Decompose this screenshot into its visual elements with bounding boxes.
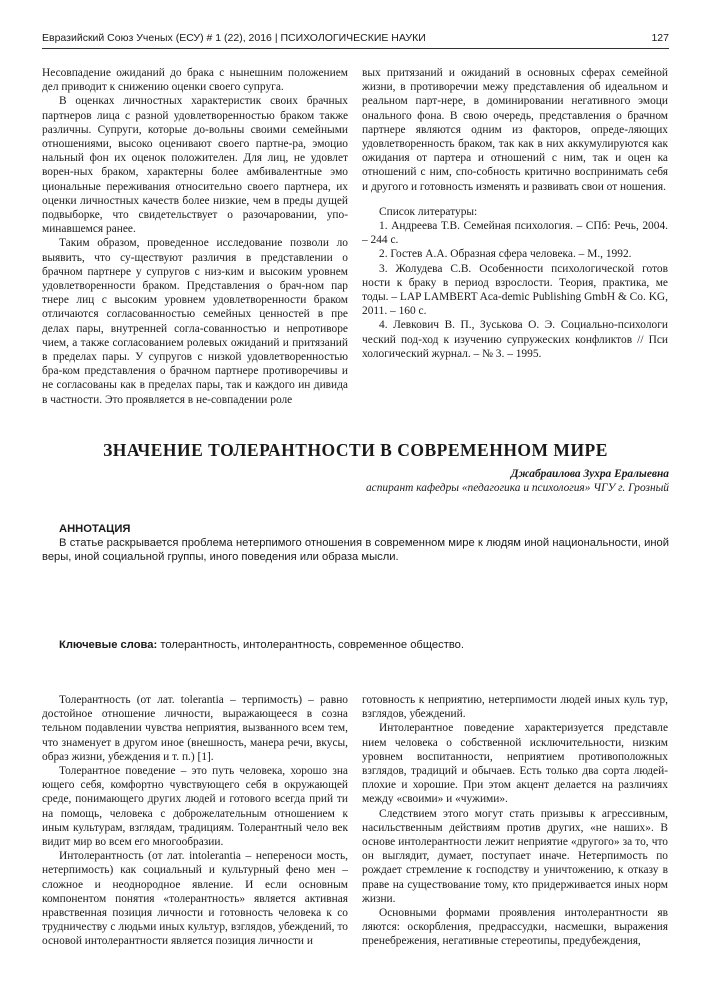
reference-item: 1. Андреева Т.В. Семейная психология. – СПб: Речь, 2004. – 244 с. [362, 220, 668, 247]
keywords-line [42, 638, 669, 652]
paragraph: Толерантное поведение – это путь человека, хорошо зна ющего себя, комфортно чувствующего себя в окружающей среде, понимающего других людей и готового всегда прий ти на помощь, человека с доброжелательным отношением к иным культурам, взглядам, традициям. Толерантный чело век видит мир во всем его многообразии. [42, 765, 348, 849]
journal-header: Евразийский Союз Ученых (ЕСУ) # 1 (22), 2016 | ПСИХОЛОГИЧЕСКИЕ НАУКИ [42, 32, 426, 44]
annotation-block [42, 522, 669, 565]
article-right-column [362, 693, 668, 949]
article-left-column [42, 693, 348, 949]
keywords-label: Ключевые слова: [59, 639, 158, 651]
page-number: 127 [651, 32, 669, 44]
reference-item: 4. Левкович В. П., Зуськова О. Э. Социально-психологи ческий под-ход к изучению супружеских конфликтов // Пси хологический журнал. – № 3. – 1995. [362, 319, 668, 360]
author-name: Джабраилова Зухра Ералыевна [510, 468, 669, 480]
prev-article-left-column [42, 66, 348, 407]
paragraph: В оценках личностных характеристик своих брачных партнеров лица с разной удовлетворенностью браком также различны. Супруги, которые до-вольны своими семейными отношениями, высоко оценивают своего партне-ра, эмоцио нальный фон их оценок положителен. Для лиц, не удовлет ворен-ных браком, характерны более амбивалентные эмо циональные переживания относительно своего партнера, их оценки личностных качеств более низкие, чем в преды дущей подвыборке, что свидетельствует о разочаровании, упо-минавшемся ранее. [42, 95, 348, 236]
reference-item: 2. Гостев А.А. Образная сфера человека. – М., 1992. [379, 248, 632, 261]
references-title: Список литературы: [379, 205, 478, 218]
paragraph: готовность к неприятию, нетерпимости людей иных куль тур, взглядов, убеждений. [362, 694, 668, 721]
paragraph: Несовпадение ожиданий до брака с нынешним положением дел приводит к снижению оценки своего супруга. [42, 67, 348, 94]
author-affiliation: аспирант кафедры «педагогика и психология» ЧГУ г. Грозный [365, 482, 669, 494]
annotation-text: В статье раскрывается проблема нетерпимого отношения в современном мире к людям иной национальности, иной веры, иной социальной группы, иного поведения или образа мысли. [42, 537, 669, 564]
author-block [366, 467, 669, 495]
reference-item: 3. Жолудева С.В. Особенности психологической готов ности к браку в период взрослости. Теория, практика, ме тоды. – LAP LAMBERT Aca-demic Publishing GmbH & Co. KG, 2011. – 160 с. [362, 262, 668, 318]
paragraph: Интолерантное поведение характеризуется представле нием человека о собственной исключительности, низким уровнем воспитанности, неприятием противоположных взглядов, традиций и обычаев. Есть только два сорта людей-плохие и хорошие. При этом акцент делается на различиях между «своими» и «чужими». [362, 722, 668, 806]
keywords-text: толерантность, интолерантность, современное общество. [160, 639, 464, 651]
paragraph: Толерантность (от лат. tolerantia – терпимость) – равно достойное отношение личности, выражающееся в созна тельном подавлении чувства неприятия, вызванного всем тем, что знаменует в другом иное (внешность, манера речи, вкусы, образ жизни, убеждения и т. п.) [1]. [42, 694, 348, 763]
paragraph: Таким образом, проведенное исследование позволи ло выявить, что су-ществуют различия в представлении о брачном партнере у супругов с низ-ким и высоким уровнем удовлетворенности браком. Представления о брач-ном пар тнере лиц с высоким уровнем удовлетворенности браком отличаются согласованностью семейных ценностей в пре делах пары, внутренней согла-сованностью и непротиворе чием, а также согласованием ролевых ожиданий и притязаний в пределах пары. У супругов с низкой удовлетворенностью бра-ком представления о брачном партнере противоречивы и не согласованы как в пределах пары, так и каждого ин дивида в частности. Это проявляется в не-совпадении роле [42, 237, 348, 406]
article-title: ЗНАЧЕНИЕ ТОЛЕРАНТНОСТИ В СОВРЕМЕННОМ МИРЕ [103, 440, 608, 460]
annotation-heading: АННОТАЦИЯ [59, 523, 131, 535]
paragraph: Следствием этого могут стать призывы к агрессивным, насильственным действиям против других, «не наших». В основе интолерантности лежит неприятие «другого» за то, что он выглядит, думает, поступает иначе. Нетерпимость по рождает стремление к господству и уничтожению, к отказу в праве на существование тому, кто придерживается иных норм жизни. [362, 807, 668, 905]
paragraph: Основными формами проявления интолерантности яв ляются: оскорбления, предрассудки, насмешки, выражения пренебрежения, негативные стереотипы, предубеждения, [362, 907, 668, 948]
paragraph: Интолерантность (от лат. intolerantia – непереноси мость, нетерпимость) как социальный и культурный фено мен – сложное и неоднородное явление. И если основным компонентом понятия «толерантность» является активная нравственная позиция личности и готовность человека к со трудничеству с людьми иных культур, взглядов, убеждений, то основой интолерантности является позиция личности и [42, 850, 348, 948]
prev-article-right-column [362, 66, 668, 361]
running-header [42, 32, 669, 49]
paragraph: вых притязаний и ожиданий в основных сферах семейной жизни, в противоречии межу представления об идеальном и реальном парт-нере, в доминировании негативного эмоци онального фона. В свою очередь, представления о брачном партнере являются одним из факторов, опреде-ляющих удовлетворенность браком, так как в них аккумулируются как ожидания от партера и отношений с ним, так и оцен ка отношений с ним, спо-собность критично воспринимать себя и другого и готовность изменять и развивать свои от ношения. [362, 67, 668, 193]
